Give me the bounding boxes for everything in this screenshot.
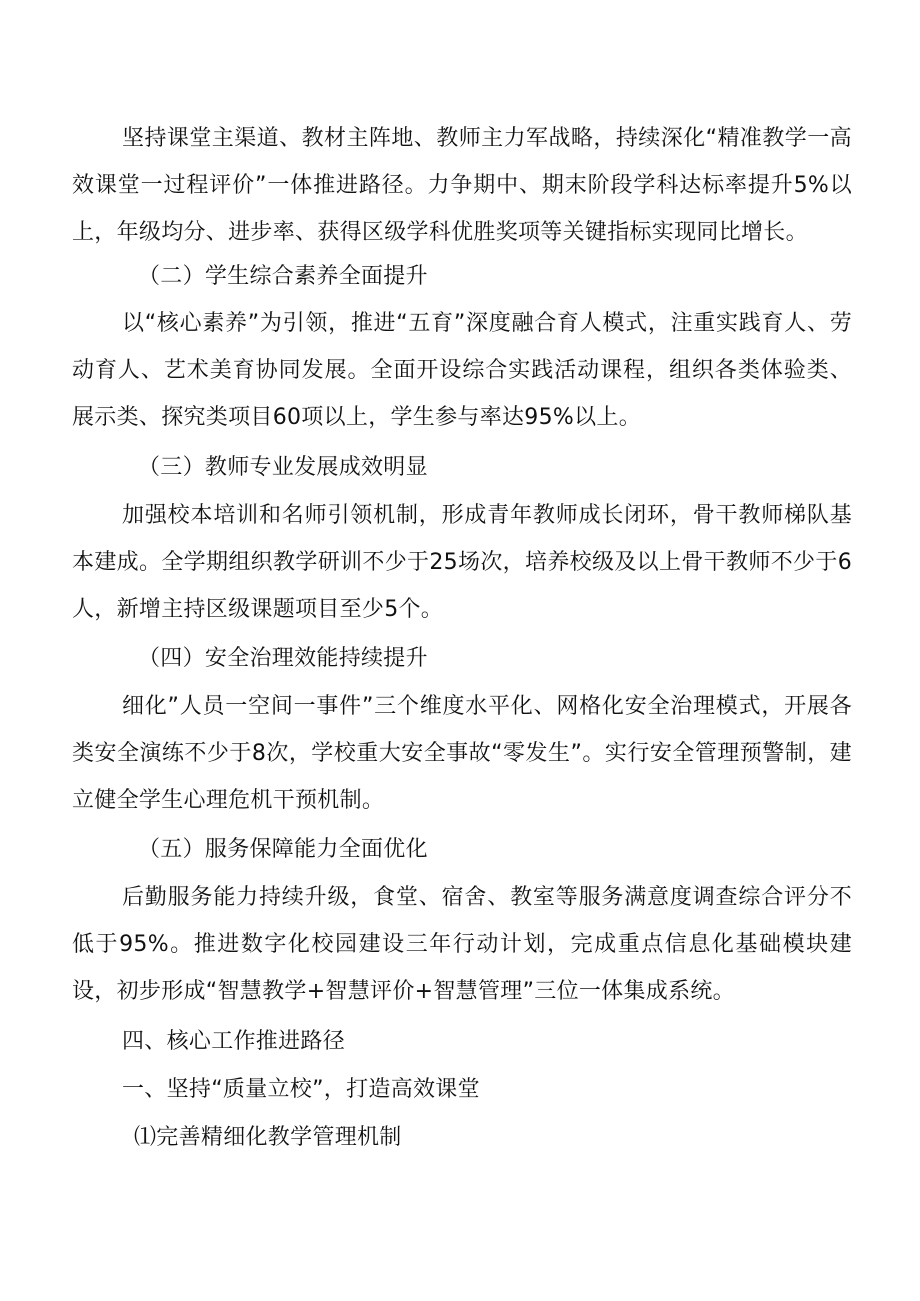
paragraph-teacher-development	[72, 492, 852, 633]
heading-text: 四、核心工作推进路径	[122, 1029, 346, 1054]
section-heading-4	[72, 635, 852, 682]
section-heading-5	[72, 826, 852, 873]
heading-text: ⑴完善精细化教学管理机制	[134, 1125, 402, 1150]
paragraph-text: 坚持课堂主渠道、教材主阵地、教师主力军战略，持续深化“精准教学一高效课堂一过程评价”一体推进路径。力争期中、期末阶段学科达标率提升5%以上，年级均分、进步率、获得区级学科优胜奖项等关键指标实现同比增长。	[72, 126, 852, 245]
heading-text: （四）安全治理效能持续提升	[138, 646, 428, 671]
paragraph-text: 加强校本培训和名师引领机制，形成青年教师成长闭环，骨干教师梯队基本建成。全学期组织教学研训不少于25场次，培养校级及以上骨干教师不少于6人，新增主持区级课题项目至少5个。	[72, 503, 852, 622]
heading-text: （五）服务保障能力全面优化	[138, 837, 428, 862]
section-title-4	[72, 1018, 852, 1065]
paragraph-student-literacy	[72, 300, 852, 441]
heading-text: （二）学生综合素养全面提升	[138, 264, 428, 289]
list-item-1	[72, 1114, 852, 1161]
heading-text: 一、坚持“质量立校”，打造高效课堂	[122, 1077, 480, 1102]
section-heading-2	[72, 253, 852, 300]
paragraph-service-support	[72, 874, 852, 1015]
paragraph-quality-goals	[72, 115, 852, 256]
section-heading-3	[72, 444, 852, 491]
paragraph-text: 后勤服务能力持续升级，食堂、宿舍、教室等服务满意度调查综合评分不低于95%。推进数字化校园建设三年行动计划，完成重点信息化基础模块建设，初步形成“智慧教学+智慧评价+智慧管理”三位一体集成系统。	[72, 885, 852, 1004]
paragraph-text: 细化”人员一空间一事件”三个维度水平化、网格化安全治理模式，开展各类安全演练不少于8次，学校重大安全事故“零发生”。实行安全管理预警制，建立健全学生心理危机干预机制。	[72, 694, 852, 813]
heading-text: （三）教师专业发展成效明显	[138, 455, 428, 480]
subsection-title-1	[72, 1066, 852, 1113]
paragraph-text: 以“核心素养”为引领，推进“五育”深度融合育人模式，注重实践育人、劳动育人、艺术美育协同发展。全面开设综合实践活动课程，组织各类体验类、展示类、探究类项目60项以上，学生参与率达95%以上。	[72, 311, 852, 430]
paragraph-safety-governance	[72, 683, 852, 824]
